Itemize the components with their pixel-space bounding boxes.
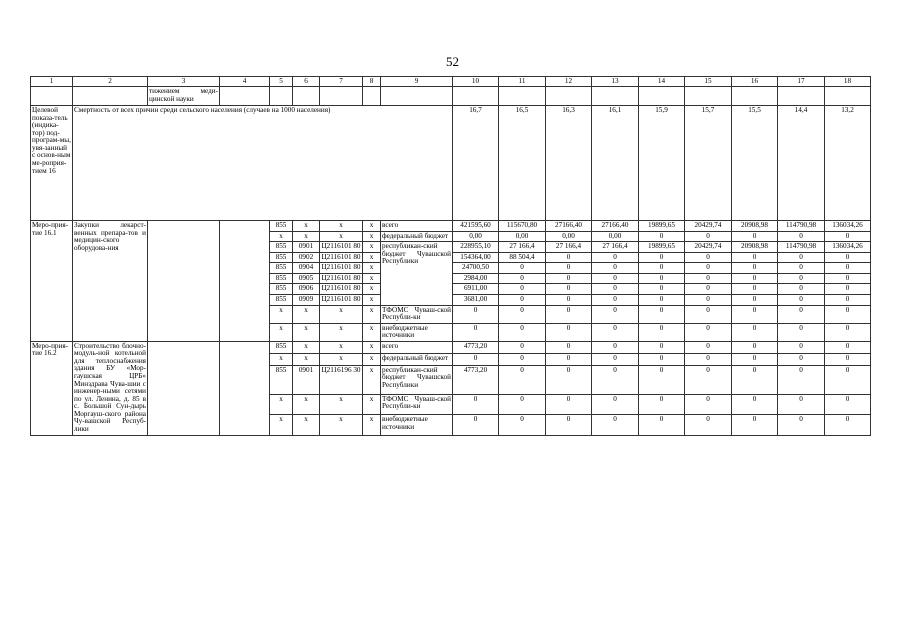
grbs-cell: 855: [270, 365, 293, 394]
amount-cell: 0: [499, 341, 546, 353]
amount-cell: 4773,20: [453, 365, 499, 394]
amount-cell: 0: [778, 284, 825, 295]
expense-type-cell: х: [363, 263, 381, 274]
amount-cell: 0: [825, 294, 871, 305]
section-cell: 0905: [293, 273, 320, 284]
col-number: 3: [148, 77, 220, 87]
amount-cell: 0: [732, 341, 778, 353]
expense-type-cell: х: [363, 252, 381, 263]
expense-type-cell: х: [363, 221, 381, 232]
amount-cell: 0: [825, 394, 871, 414]
amount-cell: 114790,98: [778, 221, 825, 232]
expense-type-cell: х: [363, 394, 381, 414]
amount-cell: 0: [778, 353, 825, 365]
amount-cell: 0: [685, 365, 732, 394]
expense-type-cell: х: [363, 353, 381, 365]
section-cell: 0901: [293, 365, 320, 394]
amount-cell: 228955,10: [453, 242, 499, 253]
col-number: 9: [381, 77, 453, 87]
indicator-value: 16,7: [453, 106, 499, 221]
expense-type-cell: х: [363, 231, 381, 242]
expense-type-cell: х: [363, 415, 381, 436]
amount-cell: 20908,98: [732, 221, 778, 232]
continued-text: тижением меди-цинской науки: [148, 87, 220, 106]
funding-source: всего: [381, 221, 453, 232]
funding-source: всего: [381, 341, 453, 353]
amount-cell: 0: [825, 305, 871, 323]
amount-cell: 0: [778, 341, 825, 353]
amount-cell: 0: [685, 353, 732, 365]
amount-cell: 0: [732, 305, 778, 323]
indicator-value: 15,5: [732, 106, 778, 221]
amount-cell: 0: [732, 252, 778, 263]
amount-cell: 0: [639, 294, 685, 305]
amount-cell: 0: [639, 341, 685, 353]
amount-cell: 0: [453, 305, 499, 323]
indicator-value: 16,1: [592, 106, 639, 221]
grbs-cell: х: [270, 305, 293, 323]
col-number: 14: [639, 77, 685, 87]
amount-cell: 0: [453, 394, 499, 414]
amount-cell: 0: [499, 323, 546, 341]
amount-cell: 0: [732, 353, 778, 365]
funding-source: внебюджетные источники: [381, 415, 453, 436]
amount-cell: 24700,50: [453, 263, 499, 274]
amount-cell: 0: [778, 415, 825, 436]
target-article-cell: Ц2116101 80: [320, 294, 363, 305]
amount-cell: 115670,80: [499, 221, 546, 232]
funding-source: федеральный бюджет: [381, 353, 453, 365]
amount-cell: 0: [546, 294, 592, 305]
amount-cell: 0: [825, 415, 871, 436]
grbs-cell: х: [270, 394, 293, 414]
col-number: 8: [363, 77, 381, 87]
col-number: 2: [73, 77, 148, 87]
empty-cell: [148, 341, 220, 435]
amount-cell: 0: [685, 231, 732, 242]
amount-cell: 0: [592, 294, 639, 305]
grbs-cell: 855: [270, 252, 293, 263]
amount-cell: 0: [592, 353, 639, 365]
amount-cell: 0: [499, 284, 546, 295]
section-cell: 0902: [293, 252, 320, 263]
target-article-cell: Ц2116101 80: [320, 242, 363, 253]
amount-cell: 136034,26: [825, 221, 871, 232]
amount-cell: 0: [825, 231, 871, 242]
amount-cell: 0: [499, 394, 546, 414]
grbs-cell: 855: [270, 263, 293, 274]
amount-cell: 0: [592, 273, 639, 284]
amount-cell: 0: [639, 284, 685, 295]
amount-cell: 0: [499, 365, 546, 394]
amount-cell: 0,00: [453, 231, 499, 242]
col-number: 17: [778, 77, 825, 87]
amount-cell: 0: [778, 273, 825, 284]
amount-cell: 0: [639, 353, 685, 365]
amount-cell: 0: [732, 263, 778, 274]
section-cell: х: [293, 323, 320, 341]
amount-cell: 0: [732, 284, 778, 295]
amount-cell: 0: [592, 394, 639, 414]
section-cell: 0906: [293, 284, 320, 295]
funding-source: ТФОМС Чуваш-ской Республи-ки: [381, 394, 453, 414]
amount-cell: 0: [546, 252, 592, 263]
grbs-cell: 855: [270, 242, 293, 253]
target-article-cell: Ц2116101 80: [320, 263, 363, 274]
continuation-row: [31, 87, 871, 106]
amount-cell: 27 166,4: [499, 242, 546, 253]
expense-type-cell: х: [363, 242, 381, 253]
amount-cell: 0: [546, 353, 592, 365]
amount-cell: 0: [592, 263, 639, 274]
table-row: [31, 221, 871, 232]
grbs-cell: 855: [270, 341, 293, 353]
amount-cell: 0: [732, 365, 778, 394]
amount-cell: 421595,60: [453, 221, 499, 232]
amount-cell: 0: [639, 415, 685, 436]
indicator-text: Смертность от всех причин среди сельского населения (случаев на 1000 населения): [73, 106, 453, 221]
amount-cell: 0: [778, 365, 825, 394]
amount-cell: 0: [546, 365, 592, 394]
col-number: 7: [320, 77, 363, 87]
amount-cell: 0: [592, 305, 639, 323]
col-number: 18: [825, 77, 871, 87]
target-article-cell: х: [320, 394, 363, 414]
col-number: 1: [31, 77, 73, 87]
amount-cell: 136034,26: [825, 242, 871, 253]
expense-type-cell: х: [363, 305, 381, 323]
amount-cell: 0: [778, 323, 825, 341]
amount-cell: 19899,65: [639, 242, 685, 253]
col-number: 6: [293, 77, 320, 87]
amount-cell: 0: [639, 231, 685, 242]
indicator-label: Целевой показа-тель (индика-тор) под-програм-мы, увя-занный с основ-ным ме-роприя-тием 16: [31, 106, 73, 221]
amount-cell: 0: [778, 263, 825, 274]
amount-cell: 0: [639, 323, 685, 341]
amount-cell: 0: [825, 284, 871, 295]
amount-cell: 0: [825, 263, 871, 274]
amount-cell: 114790,98: [778, 242, 825, 253]
amount-cell: 0: [592, 284, 639, 295]
amount-cell: 0: [685, 341, 732, 353]
col-number: 15: [685, 77, 732, 87]
target-article-cell: Ц2116101 80: [320, 284, 363, 295]
amount-cell: 0: [732, 273, 778, 284]
amount-cell: 0: [778, 252, 825, 263]
program-table: [30, 76, 871, 436]
measure-name: Строительство блочно-модуль-ной котельной для теплоснабжения здания БУ «Мор-гаушская ЦРБ» Минздрава Чува-шии с инженер-ными сетями по ул. Ленина, д. 85 в с. Большой Сун-дырь Моргауш-ского района Чу-вашской Респуб-лики: [73, 341, 148, 435]
amount-cell: 0: [685, 323, 732, 341]
amount-cell: 4773,20: [453, 341, 499, 353]
amount-cell: 0: [685, 273, 732, 284]
indicator-value: 15,7: [685, 106, 732, 221]
amount-cell: 0,00: [499, 231, 546, 242]
funding-source: федеральный бюджет: [381, 231, 453, 242]
amount-cell: 0: [499, 273, 546, 284]
amount-cell: 20429,74: [685, 221, 732, 232]
header-row: [31, 77, 871, 87]
amount-cell: 0: [592, 252, 639, 263]
page-number: 52: [446, 54, 459, 69]
section-cell: х: [293, 231, 320, 242]
amount-cell: 0: [732, 394, 778, 414]
measure-label: Меро-прия-тие 16.1: [31, 221, 73, 342]
amount-cell: 0: [592, 341, 639, 353]
amount-cell: 0: [639, 273, 685, 284]
indicator-row: [31, 106, 871, 221]
amount-cell: 0: [592, 415, 639, 436]
col-number: 16: [732, 77, 778, 87]
amount-cell: 0: [825, 273, 871, 284]
section-cell: х: [293, 394, 320, 414]
amount-cell: 0: [685, 263, 732, 274]
amount-cell: 27 166,4: [546, 242, 592, 253]
empty-cell: [220, 341, 270, 435]
amount-cell: 3681,00: [453, 294, 499, 305]
section-cell: 0904: [293, 263, 320, 274]
amount-cell: 0: [453, 323, 499, 341]
target-article-cell: Ц2116196 30: [320, 365, 363, 394]
section-cell: х: [293, 353, 320, 365]
amount-cell: 0: [825, 365, 871, 394]
col-number: 5: [270, 77, 293, 87]
amount-cell: 0: [499, 415, 546, 436]
expense-type-cell: х: [363, 365, 381, 394]
target-article-cell: х: [320, 323, 363, 341]
amount-cell: 2984,00: [453, 273, 499, 284]
grbs-cell: 855: [270, 221, 293, 232]
amount-cell: 0: [499, 305, 546, 323]
amount-cell: 0: [592, 323, 639, 341]
amount-cell: 0: [778, 231, 825, 242]
amount-cell: 0: [546, 323, 592, 341]
amount-cell: 0: [732, 231, 778, 242]
col-number: 11: [499, 77, 546, 87]
table-row: [31, 341, 871, 353]
amount-cell: 0: [732, 323, 778, 341]
measure-label: Меро-прия-тие 16.2: [31, 341, 73, 435]
amount-cell: 0: [685, 305, 732, 323]
expense-type-cell: х: [363, 294, 381, 305]
indicator-value: 15,9: [639, 106, 685, 221]
amount-cell: 0: [685, 415, 732, 436]
indicator-value: 13,2: [825, 106, 871, 221]
grbs-cell: 855: [270, 273, 293, 284]
amount-cell: 0: [499, 263, 546, 274]
amount-cell: 154364,00: [453, 252, 499, 263]
amount-cell: 0: [639, 305, 685, 323]
amount-cell: 0,00: [592, 231, 639, 242]
amount-cell: 0: [639, 252, 685, 263]
amount-cell: 88 504,4: [499, 252, 546, 263]
amount-cell: 0: [685, 252, 732, 263]
col-number: 13: [592, 77, 639, 87]
target-article-cell: х: [320, 221, 363, 232]
funding-source: ТФОМС Чуваш-ской Республи-ки: [381, 305, 453, 323]
amount-cell: 0: [778, 394, 825, 414]
amount-cell: 0: [825, 341, 871, 353]
grbs-cell: х: [270, 353, 293, 365]
amount-cell: 20429,74: [685, 242, 732, 253]
indicator-value: 16,5: [499, 106, 546, 221]
amount-cell: 0: [778, 305, 825, 323]
target-article-cell: Ц2116101 80: [320, 252, 363, 263]
grbs-cell: х: [270, 231, 293, 242]
amount-cell: 0: [778, 294, 825, 305]
target-article-cell: х: [320, 341, 363, 353]
grbs-cell: х: [270, 323, 293, 341]
amount-cell: 0: [453, 415, 499, 436]
col-number: 12: [546, 77, 592, 87]
amount-cell: 0: [546, 394, 592, 414]
grbs-cell: 855: [270, 284, 293, 295]
section-cell: х: [293, 305, 320, 323]
funding-source: республикан-ский бюджет Чувашской Республики: [381, 365, 453, 394]
amount-cell: 0: [499, 353, 546, 365]
section-cell: 0909: [293, 294, 320, 305]
amount-cell: 6911,00: [453, 284, 499, 295]
funding-source: внебюджетные источники: [381, 323, 453, 341]
funding-source: республикан-ский бюджет Чувашской Республики: [381, 242, 453, 305]
expense-type-cell: х: [363, 323, 381, 341]
section-cell: х: [293, 341, 320, 353]
target-article-cell: х: [320, 415, 363, 436]
amount-cell: 20908,98: [732, 242, 778, 253]
amount-cell: 0: [732, 294, 778, 305]
amount-cell: 0: [546, 284, 592, 295]
expense-type-cell: х: [363, 284, 381, 295]
amount-cell: 0: [685, 284, 732, 295]
amount-cell: 0: [546, 263, 592, 274]
target-article-cell: х: [320, 353, 363, 365]
amount-cell: 0: [639, 365, 685, 394]
amount-cell: 0: [825, 252, 871, 263]
amount-cell: 0: [639, 394, 685, 414]
amount-cell: 0: [825, 323, 871, 341]
amount-cell: 0: [592, 365, 639, 394]
amount-cell: 19899,65: [639, 221, 685, 232]
measure-name: Закупки лекарст-венных препара-тов и медицин-ского оборудова-ния: [73, 221, 148, 342]
amount-cell: 0: [825, 353, 871, 365]
amount-cell: 0: [685, 394, 732, 414]
amount-cell: 0: [639, 263, 685, 274]
empty-cell: [220, 221, 270, 342]
section-cell: х: [293, 221, 320, 232]
grbs-cell: 855: [270, 294, 293, 305]
indicator-value: 16,3: [546, 106, 592, 221]
grbs-cell: х: [270, 415, 293, 436]
expense-type-cell: х: [363, 341, 381, 353]
target-article-cell: х: [320, 305, 363, 323]
target-article-cell: Ц2116101 80: [320, 273, 363, 284]
indicator-value: 14,4: [778, 106, 825, 221]
amount-cell: 0: [546, 273, 592, 284]
amount-cell: 27166,40: [592, 221, 639, 232]
amount-cell: 0: [732, 415, 778, 436]
amount-cell: 27166,40: [546, 221, 592, 232]
amount-cell: 0: [546, 341, 592, 353]
amount-cell: 0: [685, 294, 732, 305]
expense-type-cell: х: [363, 273, 381, 284]
amount-cell: 0: [546, 415, 592, 436]
amount-cell: 0: [453, 353, 499, 365]
target-article-cell: х: [320, 231, 363, 242]
col-number: 4: [220, 77, 270, 87]
col-number: 10: [453, 77, 499, 87]
empty-cell: [148, 221, 220, 342]
amount-cell: 0,00: [546, 231, 592, 242]
section-cell: 0901: [293, 242, 320, 253]
amount-cell: 27 166,4: [592, 242, 639, 253]
section-cell: х: [293, 415, 320, 436]
amount-cell: 0: [546, 305, 592, 323]
amount-cell: 0: [499, 294, 546, 305]
